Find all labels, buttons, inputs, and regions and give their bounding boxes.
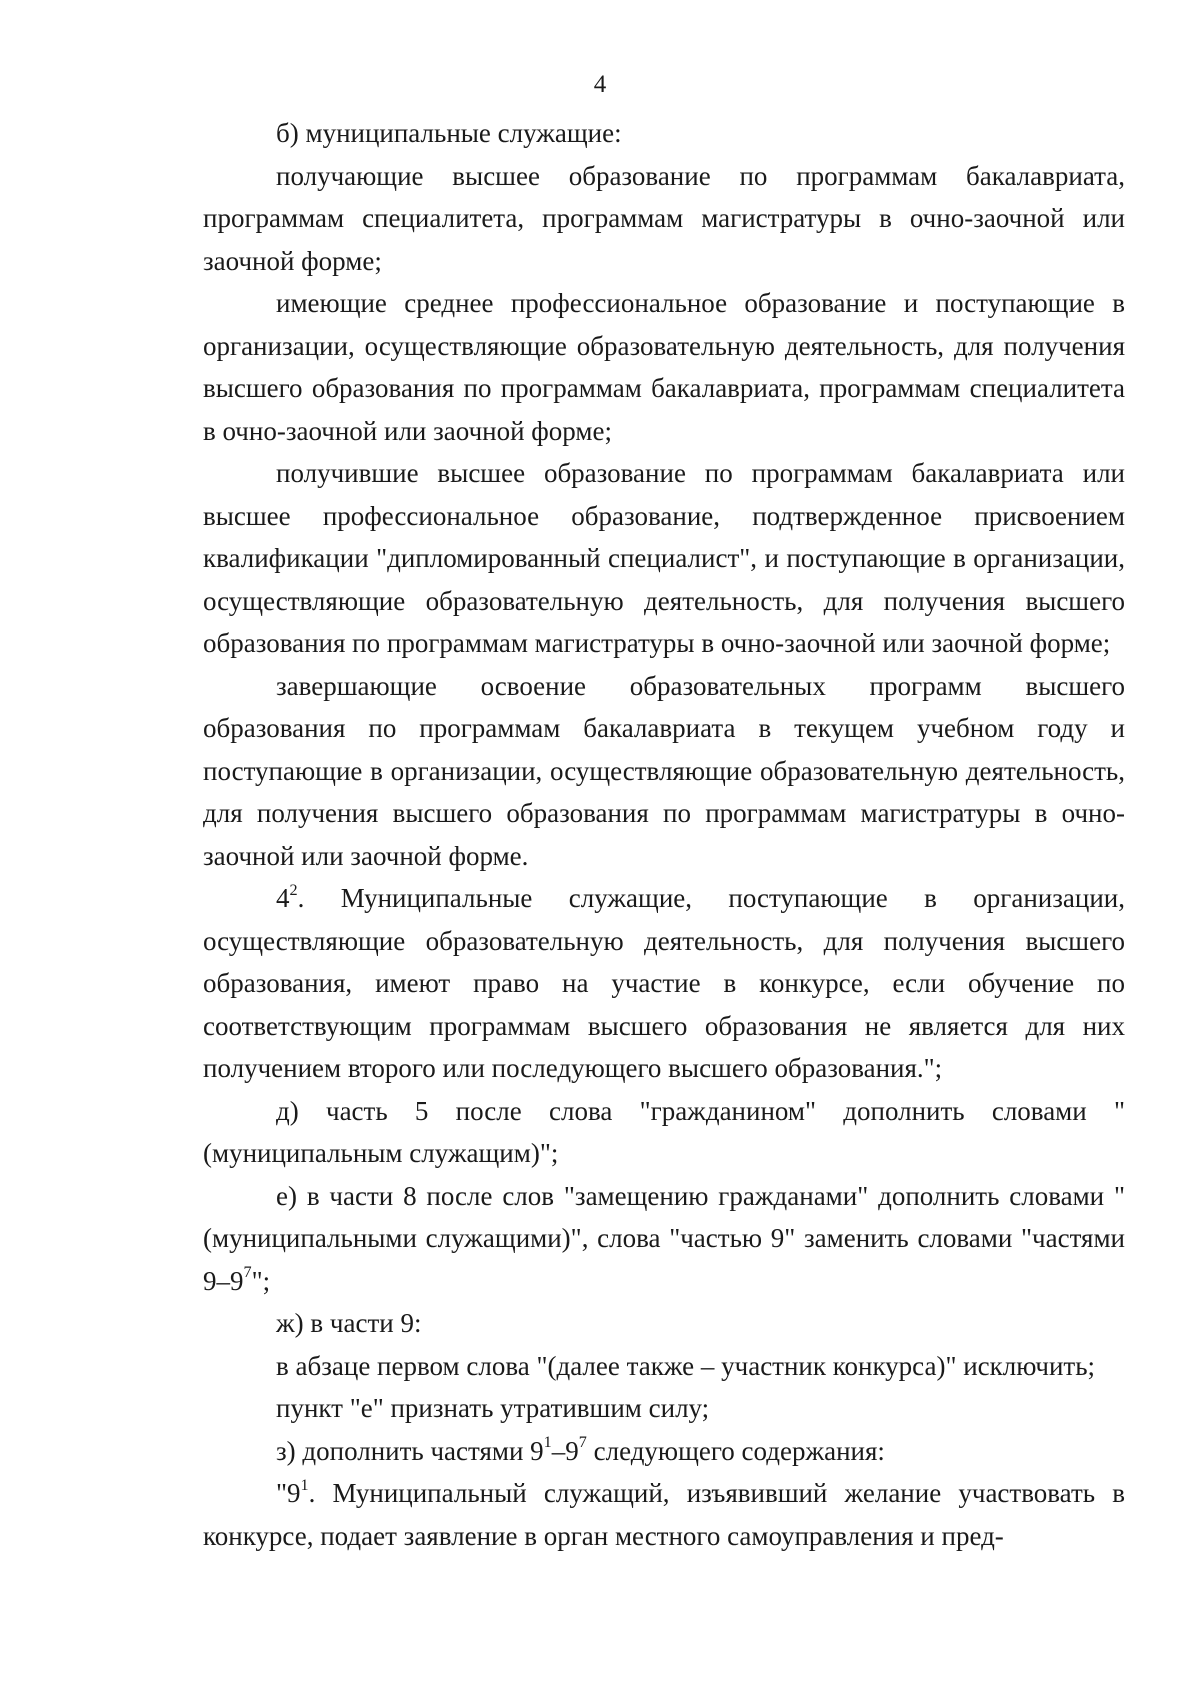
- paragraph-zh-item-2: пункт "е" признать утратившим силу;: [276, 1393, 710, 1423]
- paragraph-e: [203, 1175, 1125, 1303]
- paragraph-z-superscript-2: 7: [578, 1433, 587, 1452]
- paragraph-9-1-part-b: . Муниципальный служащий, изъявивший желание участвовать в конкурсе, подает заявление в орган местного самоуправления и пред-: [203, 1478, 1125, 1551]
- paragraph-9-1-superscript: 1: [300, 1475, 309, 1494]
- paragraph-b-item-1: получающие высшее образование по программам бакалавриата, программам специалитета, программам магистратуры в очно-заочной или заочной форме;: [203, 160, 1125, 276]
- paragraph-z: [203, 1430, 1125, 1473]
- paragraph-9-1-part-a: "9: [276, 1478, 301, 1508]
- paragraph-4-2: [203, 877, 1125, 1090]
- paragraph-b-heading: б) муниципальные служащие:: [276, 118, 622, 148]
- clause-number: 4: [276, 883, 290, 913]
- paragraph-b-item-2: имеющие среднее профессиональное образование и поступающие в организации, осуществляющие образовательную деятельность, для получения высшего образования по программам бакалавриата, программам специалитета в очно-заочной или заочной форме;: [203, 288, 1125, 446]
- clause-text: . Муниципальные служащие, поступающие в организации, осуществляющие образовательную деятельность, для получения высшего образования, имеют право на участие в конкурсе, если обучение по соответствующим программам высшего образования не является для них получением второго или последующего высшего образования.";: [203, 883, 1125, 1083]
- paragraph-9-1: [203, 1472, 1125, 1557]
- page-number: 4: [593, 71, 607, 98]
- paragraph-zh: ж) в части 9:: [276, 1308, 422, 1338]
- paragraph-z-part-c: следующего содержания:: [586, 1435, 885, 1466]
- clause-superscript: 2: [289, 880, 298, 899]
- paragraph-z-part-b: –9: [551, 1435, 579, 1466]
- paragraph-d: д) часть 5 после слова "гражданином" дополнить словами "(муниципальным служащим)";: [203, 1095, 1125, 1168]
- paragraph-z-superscript-1: 1: [543, 1433, 552, 1452]
- paragraph-e-superscript: 7: [243, 1263, 252, 1282]
- paragraph-e-tail: ";: [251, 1265, 271, 1296]
- paragraph-zh-item-1: в абзаце первом слова "(далее также – участник конкурса)" исключить;: [276, 1350, 1096, 1381]
- document-body: [203, 112, 1125, 1557]
- paragraph-e-text: е) в части 8 после слов "замещению гражданами" дополнить словами "(муниципальными служащими)", слова "частью 9" заменить словами "частями 9–9: [203, 1180, 1125, 1296]
- paragraph-z-part-a: з) дополнить частями 9: [276, 1435, 544, 1466]
- paragraph-b-item-4: завершающие освоение образовательных программ высшего образования по программам бакалавриата в текущем учебном году и поступающие в организации, осуществляющие образовательную деятельность, для получения высшего образования по программам магистратуры в очно-заочной или заочной форме.: [203, 670, 1125, 871]
- paragraph-b-item-3: получившие высшее образование по программам бакалавриата или высшее профессиональное образование, подтвержденное присвоением квалификации "дипломированный специалист", и поступающие в организации, осуществляющие образовательную деятельность, для получения высшего образования по программам магистратуры в очно-заочной или заочной форме;: [203, 458, 1125, 658]
